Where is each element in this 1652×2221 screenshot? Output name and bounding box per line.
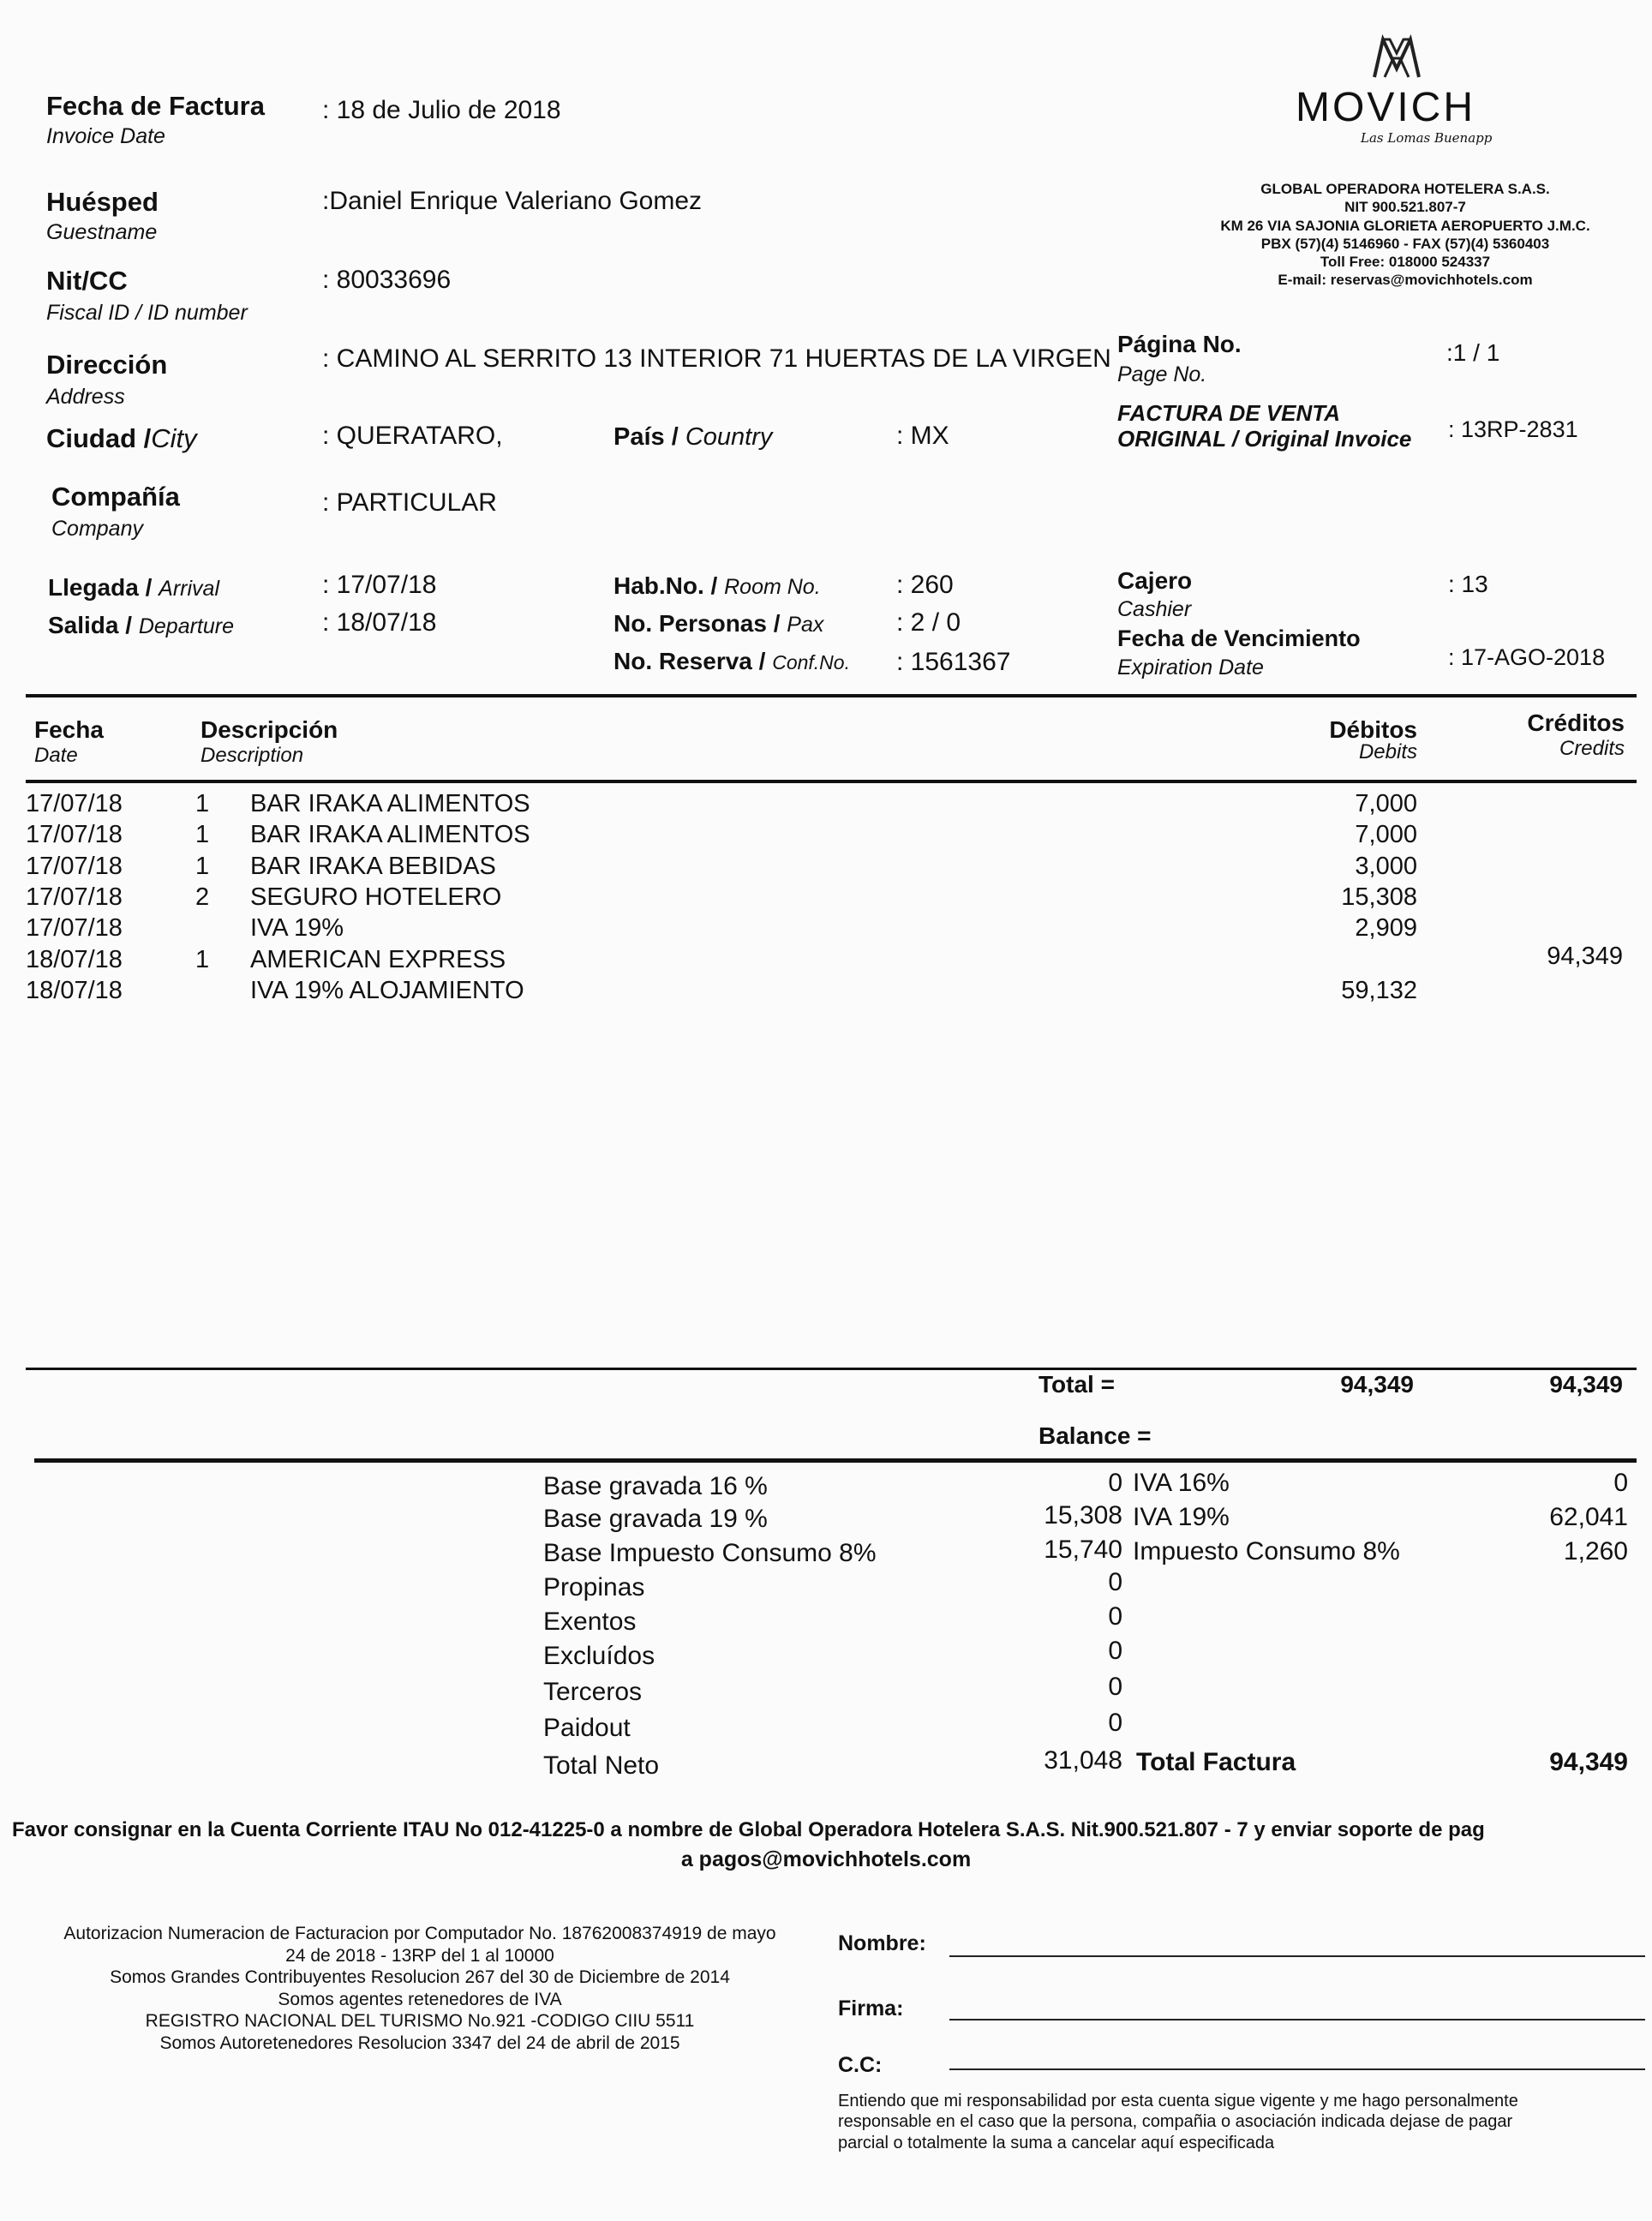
- tax-value: 0: [1613, 1469, 1628, 1497]
- expiration-sublabel: Expiration Date: [1117, 656, 1264, 679]
- row-date: 17/07/18: [26, 821, 123, 848]
- conf-label-bold: No. Reserva /: [614, 648, 766, 674]
- row-description: AMERICAN EXPRESS: [250, 946, 506, 973]
- row-debit: 15,308: [1341, 883, 1417, 911]
- pax-label-bold: No. Personas /: [614, 610, 781, 637]
- arrival-value: : 17/07/18: [322, 571, 437, 599]
- name-line[interactable]: [949, 1955, 1645, 1957]
- invoice-date-sublabel: Invoice Date: [46, 124, 165, 148]
- col-credits-header: Créditos: [1527, 709, 1625, 736]
- row-quantity: 1: [195, 821, 210, 848]
- row-debit: 7,000: [1355, 821, 1417, 848]
- table-top-rule: [26, 694, 1637, 697]
- row-date: 18/07/18: [26, 946, 123, 973]
- col-debits-subheader: Debits: [1358, 740, 1417, 763]
- summary-label: Total Neto: [543, 1751, 660, 1780]
- address-label: Dirección: [46, 350, 168, 380]
- table-header-rule: [26, 780, 1637, 783]
- summary-label: Paidout: [543, 1714, 631, 1742]
- company-phone: PBX (57)(4) 5146960 - FAX (57)(4) 5360403: [1260, 235, 1550, 252]
- city-label-bold: Ciudad /: [46, 423, 152, 453]
- departure-label: [48, 612, 234, 639]
- summary-value: 0: [1108, 1673, 1122, 1701]
- invoice-date-label: Fecha de Factura: [46, 91, 265, 121]
- country-label-italic: Country: [685, 423, 773, 451]
- company-tollfree: Toll Free: 018000 524337: [1320, 254, 1491, 270]
- col-date-header: Fecha: [34, 716, 104, 743]
- row-date: 17/07/18: [26, 790, 123, 817]
- legal-line: Autorizacion Numeracion de Facturacion por Computador No. 18762008374919 de mayo: [63, 1924, 776, 1943]
- room-label: [614, 572, 821, 600]
- row-credit: 94,349: [1547, 943, 1623, 970]
- row-description: BAR IRAKA BEBIDAS: [250, 853, 496, 880]
- guest-sublabel: Guestname: [46, 220, 158, 244]
- room-label-italic: Room No.: [724, 575, 821, 599]
- row-debit: 59,132: [1341, 977, 1417, 1004]
- tax-value: 62,041: [1549, 1503, 1628, 1531]
- legal-line: Somos agentes retenedores de IVA: [278, 1989, 562, 2009]
- summary-label: Base Impuesto Consumo 8%: [543, 1539, 877, 1567]
- summary-label: Propinas: [543, 1573, 645, 1601]
- logo-m-icon: [1371, 34, 1422, 81]
- disclaimer-line: parcial o totalmente la suma a cancelar aquí especificada: [838, 2133, 1275, 2152]
- summary-value: 0: [1108, 1469, 1122, 1497]
- row-description: BAR IRAKA ALIMENTOS: [250, 821, 530, 848]
- row-date: 17/07/18: [26, 914, 123, 942]
- summary-value: 0: [1108, 1602, 1122, 1631]
- country-value: : MX: [896, 422, 949, 450]
- row-quantity: 2: [195, 883, 210, 911]
- row-quantity: 1: [195, 946, 210, 973]
- summary-value: 31,048: [1044, 1746, 1122, 1775]
- cc-label: C.C:: [838, 2053, 883, 2077]
- disclaimer: [838, 2091, 1647, 2153]
- cc-line[interactable]: [949, 2068, 1645, 2070]
- invoice-type-sublabel: ORIGINAL / Original Invoice: [1117, 426, 1412, 452]
- page-label: Página No.: [1117, 331, 1242, 357]
- row-debit: 2,909: [1355, 914, 1417, 942]
- departure-value: : 18/07/18: [322, 608, 437, 637]
- summary-value: 0: [1108, 1709, 1122, 1737]
- row-date: 18/07/18: [26, 977, 123, 1004]
- address-value: : CAMINO AL SERRITO 13 INTERIOR 71 HUERTAS DE LA VIRGEN: [322, 344, 1111, 373]
- col-date-subheader: Date: [34, 744, 78, 767]
- expiration-label: Fecha de Vencimiento: [1117, 626, 1361, 651]
- summary-value: 15,740: [1044, 1536, 1122, 1564]
- summary-value: 15,308: [1044, 1501, 1122, 1530]
- table-bottom-rule: [26, 1368, 1637, 1370]
- row-description: IVA 19% ALOJAMIENTO: [250, 977, 524, 1004]
- disclaimer-line: Entiendo que mi responsabilidad por esta cuenta sigue vigente y me hago personalmente: [838, 2092, 1518, 2110]
- name-label: Nombre:: [838, 1931, 926, 1955]
- row-quantity: 1: [195, 790, 210, 817]
- summary-label: Excluídos: [543, 1642, 655, 1670]
- arrival-label: [48, 574, 219, 602]
- summary-label: Base gravada 19 %: [543, 1505, 768, 1533]
- total-debits: 94,349: [1340, 1371, 1414, 1398]
- country-label: [614, 423, 772, 452]
- row-debit: 3,000: [1355, 853, 1417, 880]
- total-credits: 94,349: [1549, 1371, 1623, 1398]
- tax-label: Impuesto Consumo 8%: [1133, 1537, 1400, 1565]
- cashier-label: Cajero: [1117, 567, 1193, 594]
- col-credits-subheader: Credits: [1559, 737, 1625, 760]
- company-label: Compañía: [51, 482, 180, 512]
- summary-value: 0: [1108, 1568, 1122, 1596]
- nit-sublabel: Fiscal ID / ID number: [46, 301, 248, 325]
- legal-line: Somos Autoretenedores Resolucion 3347 del 24 de abril de 2015: [159, 2033, 680, 2054]
- invoice-type-label: FACTURA DE VENTA: [1117, 400, 1340, 426]
- guest-value: :Daniel Enrique Valeriano Gomez: [322, 187, 703, 215]
- room-label-bold: Hab.No. /: [614, 572, 718, 599]
- summary-label: Base gravada 16 %: [543, 1472, 768, 1500]
- company-email: E-mail: reservas@movichhotels.com: [1278, 272, 1533, 289]
- conf-label-italic: Conf.No.: [772, 651, 850, 673]
- departure-label-italic: Departure: [138, 614, 234, 638]
- row-date: 17/07/18: [26, 853, 123, 880]
- row-date: 17/07/18: [26, 883, 123, 911]
- summary-label: Exentos: [543, 1607, 637, 1636]
- disclaimer-line: responsable en el caso que la persona, compañia o asociación indicada dejase de pagar: [838, 2112, 1513, 2132]
- company-name: GLOBAL OPERADORA HOTELERA S.A.S.: [1260, 181, 1550, 197]
- address-sublabel: Address: [46, 385, 125, 409]
- signature-line[interactable]: [949, 2019, 1645, 2020]
- nit-label: Nit/CC: [46, 266, 128, 296]
- city-value: : QUERATARO,: [322, 422, 503, 450]
- cashier-sublabel: Cashier: [1117, 597, 1192, 621]
- cashier-value: : 13: [1448, 571, 1488, 597]
- payment-note-line2: a pagos@movichhotels.com: [680, 1847, 972, 1871]
- invoice-date-value: : 18 de Julio de 2018: [322, 96, 561, 124]
- hotel-logo: [1285, 34, 1508, 154]
- arrival-label-italic: Arrival: [159, 577, 219, 601]
- summary-label: Terceros: [543, 1678, 643, 1706]
- row-description: BAR IRAKA ALIMENTOS: [250, 790, 530, 817]
- page-value: :1 / 1: [1446, 339, 1500, 366]
- tax-label: IVA 16%: [1133, 1469, 1230, 1497]
- company-value: : PARTICULAR: [322, 488, 497, 517]
- legal-line: REGISTRO NACIONAL DEL TURISMO No.921 -CODIGO CIIU 5511: [145, 2011, 695, 2032]
- signature-label: Firma:: [838, 1997, 904, 2020]
- pax-label-italic: Pax: [787, 613, 824, 637]
- col-desc-subheader: Description: [201, 744, 304, 767]
- col-desc-header: Descripción: [201, 716, 338, 743]
- pax-label: [614, 610, 823, 638]
- arrival-label-bold: Llegada /: [48, 574, 153, 601]
- city-label: [46, 423, 197, 454]
- nit-value: : 80033696: [322, 266, 452, 294]
- logo-tagline: Las Lomas Buenapp: [1361, 130, 1493, 146]
- pax-value: : 2 / 0: [896, 608, 961, 637]
- legal-line: 24 de 2018 - 13RP del 1 al 10000: [285, 1945, 554, 1966]
- conf-label: [614, 648, 850, 675]
- summary-value: 0: [1108, 1637, 1122, 1665]
- conf-value: : 1561367: [896, 648, 1011, 676]
- expiration-value: : 17-AGO-2018: [1448, 644, 1606, 670]
- total-label: Total =: [1038, 1371, 1115, 1398]
- row-quantity: 1: [195, 853, 210, 880]
- room-value: : 260: [896, 571, 954, 599]
- row-debit: 7,000: [1355, 790, 1417, 817]
- tax-value: 1,260: [1563, 1537, 1628, 1565]
- row-description: SEGURO HOTELERO: [250, 883, 502, 911]
- legal-block: [17, 1923, 823, 2055]
- departure-label-bold: Salida /: [48, 612, 133, 638]
- country-label-bold: País /: [614, 423, 679, 451]
- payment-note-line1: Favor consignar en la Cuenta Corriente ITAU No 012-41225-0 a nombre de Global Operadora Hotelera S.A.S. Nit.900.521.807 - 7 y enviar soporte de pag: [12, 1818, 1485, 1841]
- company-sublabel: Company: [51, 517, 143, 541]
- company-nit: NIT 900.521.807-7: [1344, 199, 1466, 216]
- row-description: IVA 19%: [250, 914, 344, 942]
- col-debits-header: Débitos: [1329, 716, 1417, 743]
- legal-line: Somos Grandes Contribuyentes Resolucion 267 del 30 de Diciembre de 2014: [110, 1967, 730, 1988]
- total-factura-label: Total Factura: [1136, 1748, 1296, 1776]
- guest-label: Huésped: [46, 187, 159, 217]
- logo-brand: MOVICH: [1296, 85, 1475, 130]
- invoice-number-value: : 13RP-2831: [1448, 416, 1578, 442]
- total-factura-value: 94,349: [1549, 1748, 1628, 1776]
- summary-top-rule: [34, 1458, 1637, 1463]
- company-address: KM 26 VIA SAJONIA GLORIETA AEROPUERTO J.M.C.: [1220, 217, 1590, 234]
- company-info: [1182, 180, 1628, 290]
- balance-label: Balance =: [1038, 1422, 1152, 1449]
- tax-label: IVA 19%: [1133, 1503, 1230, 1531]
- city-label-italic: City: [151, 423, 197, 453]
- page-sublabel: Page No.: [1117, 362, 1207, 386]
